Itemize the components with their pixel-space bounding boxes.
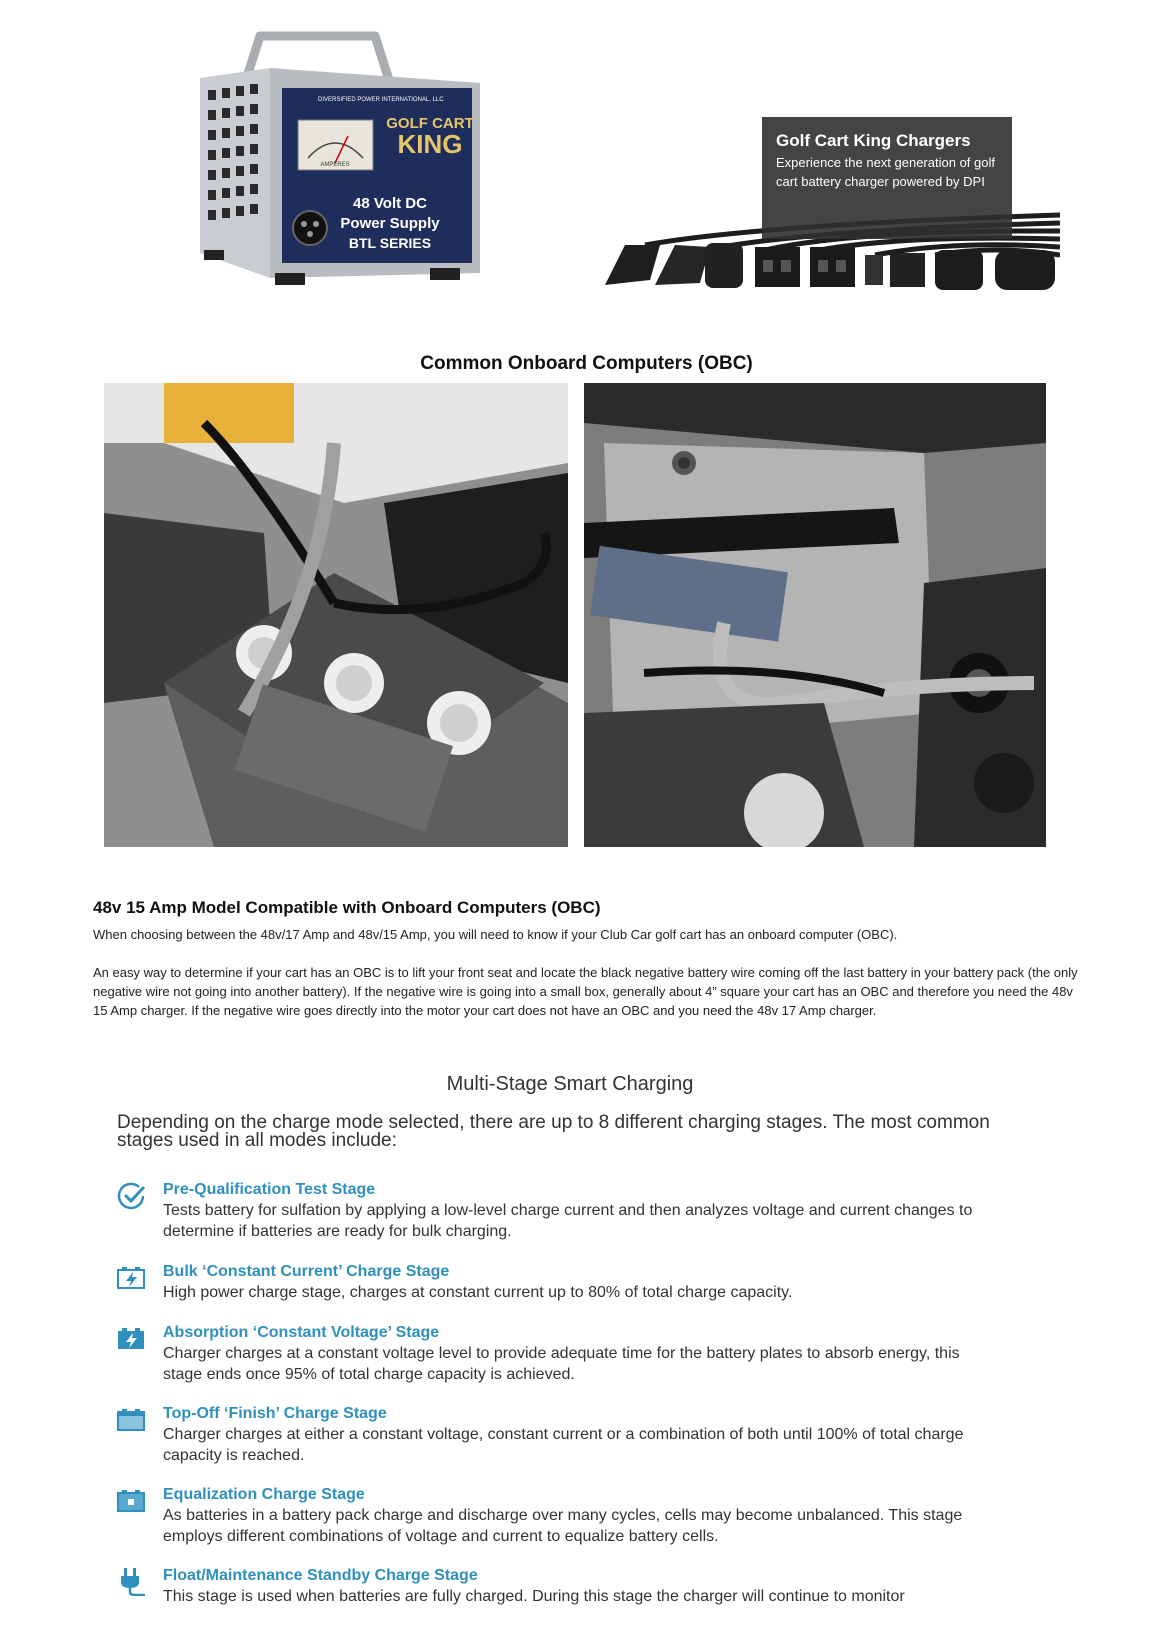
stage-title: Absorption ‘Constant Voltage’ Stage [163,1324,440,1341]
promo-overlay [762,117,1012,239]
compat-title: 48v 15 Amp Model Compatible with Onboard Computers (OBC) [93,898,601,917]
charger-logo-line1: GOLF CART [386,115,474,132]
battery-full-icon [117,1406,147,1434]
stage-description: High power charge stage, charges at constant current up to 80% of total charge capacity. [163,1284,793,1301]
charger-model-line1: 48 Volt DC [353,195,427,212]
promo-title: Golf Cart King Chargers [776,131,971,150]
stage-description: As batteries in a battery pack charge and discharge over many cycles, cells may become unbalanced. This stage employs different combinations of voltage and current to equalize battery cells. [163,1507,963,1545]
charger-brand-text: DIVERSIFIED POWER INTERNATIONAL, LLC [318,97,444,103]
battery-equalize-icon [117,1487,147,1515]
charger-logo-line2: KING [397,129,463,159]
stage-title: Top-Off ‘Finish’ Charge Stage [163,1405,387,1422]
charger-model-line2: Power Supply [340,215,440,232]
promo-body: Experience the next generation of golf cart battery charger powered by DPI [776,155,995,189]
stage-description: Tests battery for sulfation by applying a low-level charge current and then analyzes voltage and current changes to determine if batteries are ready for bulk charging. [163,1202,973,1240]
battery-bolt-filled-icon [117,1325,147,1353]
obc-heading: Common Onboard Computers (OBC) [420,353,753,374]
stage-description: This stage is used when batteries are fully charged. During this stage the charger will continue to monitor [163,1588,905,1605]
meter-label: AMPERES [320,162,350,168]
plug-icon [117,1568,147,1596]
compat-paragraph-2: An easy way to determine if your cart has an OBC is to lift your front seat and locate the black negative battery wire coming off the last battery in your battery pack (the only negative wire not going into another battery). If the negative wire is going into a small box, generally about 4” square your cart has an OBC and therefore you need the 48v 15 Amp charger. If the negative wire goes directly into the motor your cart does not have an OBC and you need the 48v 17 Amp charger. [93,965,1078,1018]
obc-box-photo [584,383,1046,847]
stage-title: Bulk ‘Constant Current’ Charge Stage [163,1263,450,1280]
stage-title: Equalization Charge Stage [163,1486,365,1503]
stage-title: Pre-Qualification Test Stage [163,1181,376,1198]
stage-description: Charger charges at a constant voltage level to provide adequate time for the battery plates to absorb energy, this stage ends once 95% of total charge capacity is achieved. [163,1345,960,1383]
obc-battery-photo [104,383,568,847]
check-circle-icon [117,1182,147,1210]
multistage-intro: Depending on the charge mode selected, there are up to 8 different charging stages. The most common stages used in all modes include: [117,1112,990,1151]
charger-model-line3: BTL SERIES [348,235,432,251]
compat-paragraph-1: When choosing between the 48v/17 Amp and 48v/15 Amp, you will need to know if your Club Car golf cart has an onboard computer (OBC). [93,927,898,942]
stage-title: Float/Maintenance Standby Charge Stage [163,1567,478,1584]
battery-bolt-outline-icon [117,1264,147,1292]
multistage-heading: Multi-Stage Smart Charging [446,1073,694,1095]
stage-description: Charger charges at either a constant voltage, constant current or a combination of both until 100% of total charge capacity is reached. [163,1426,964,1464]
charger-product-image [190,28,490,290]
